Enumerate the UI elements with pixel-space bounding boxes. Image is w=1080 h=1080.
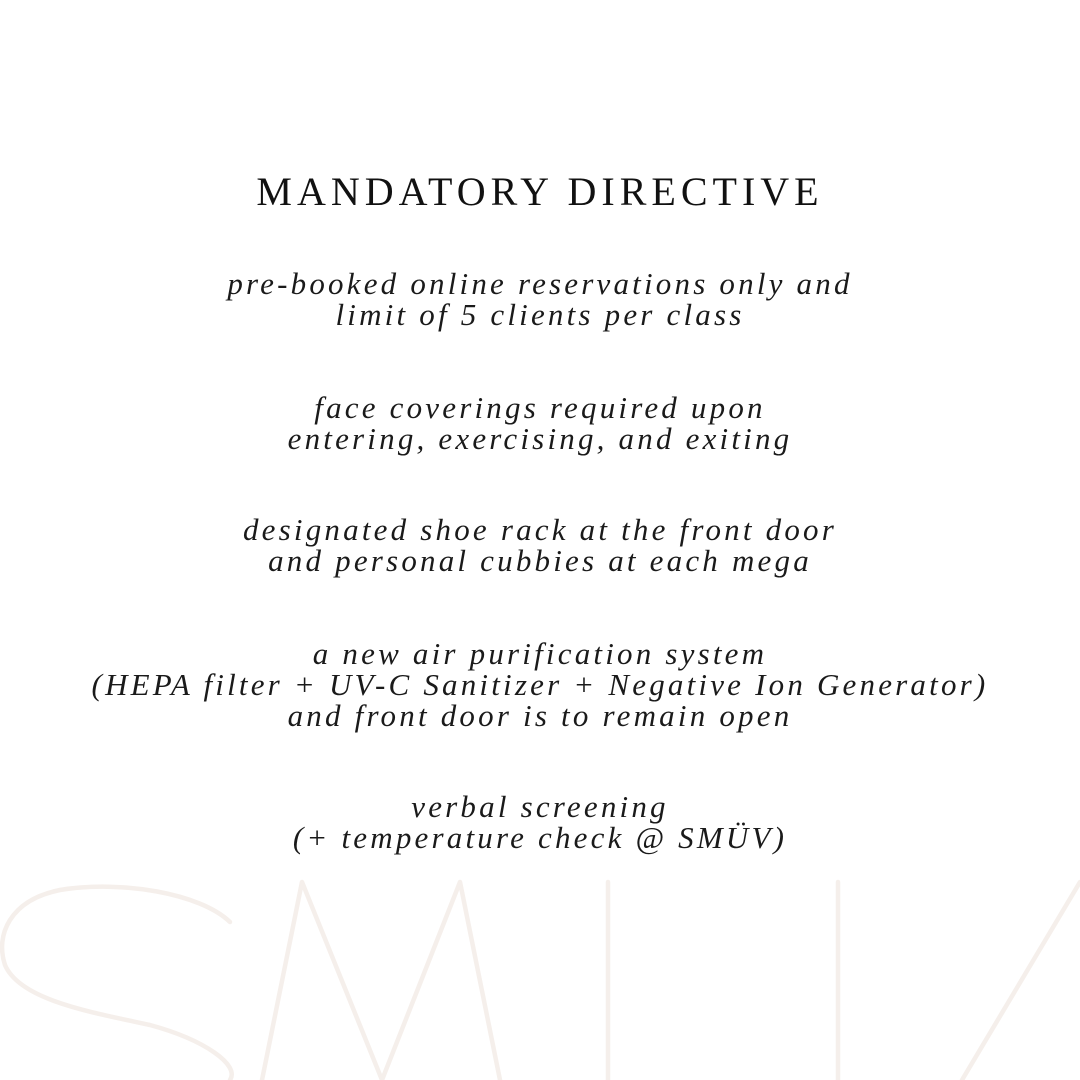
directive-line: and personal cubbies at each mega (268, 543, 812, 578)
directive-item-air-purification (0, 638, 1080, 731)
page-title: MANDATORY DIRECTIVE (256, 169, 824, 214)
directive-item-shoe-rack (0, 514, 1080, 576)
directive-line: pre-booked online reservations only and (227, 266, 853, 301)
directive-line: verbal screening (411, 789, 669, 824)
directive-line: and front door is to remain open (287, 698, 793, 733)
directive-line: (HEPA filter + UV-C Sanitizer + Negative Ion Generator) (91, 667, 989, 702)
directive-line: a new air purification system (312, 636, 768, 671)
directive-line: entering, exercising, and exiting (287, 421, 793, 456)
directive-line: designated shoe rack at the front door (242, 512, 837, 547)
directive-item-screening (0, 791, 1080, 853)
directive-item-reservations (0, 268, 1080, 330)
directive-line: (+ temperature check @ SMÜV) (292, 820, 788, 855)
directive-line: limit of 5 clients per class (335, 297, 745, 332)
directive-line: face coverings required upon (314, 390, 766, 425)
directive-item-face-coverings (0, 392, 1080, 454)
